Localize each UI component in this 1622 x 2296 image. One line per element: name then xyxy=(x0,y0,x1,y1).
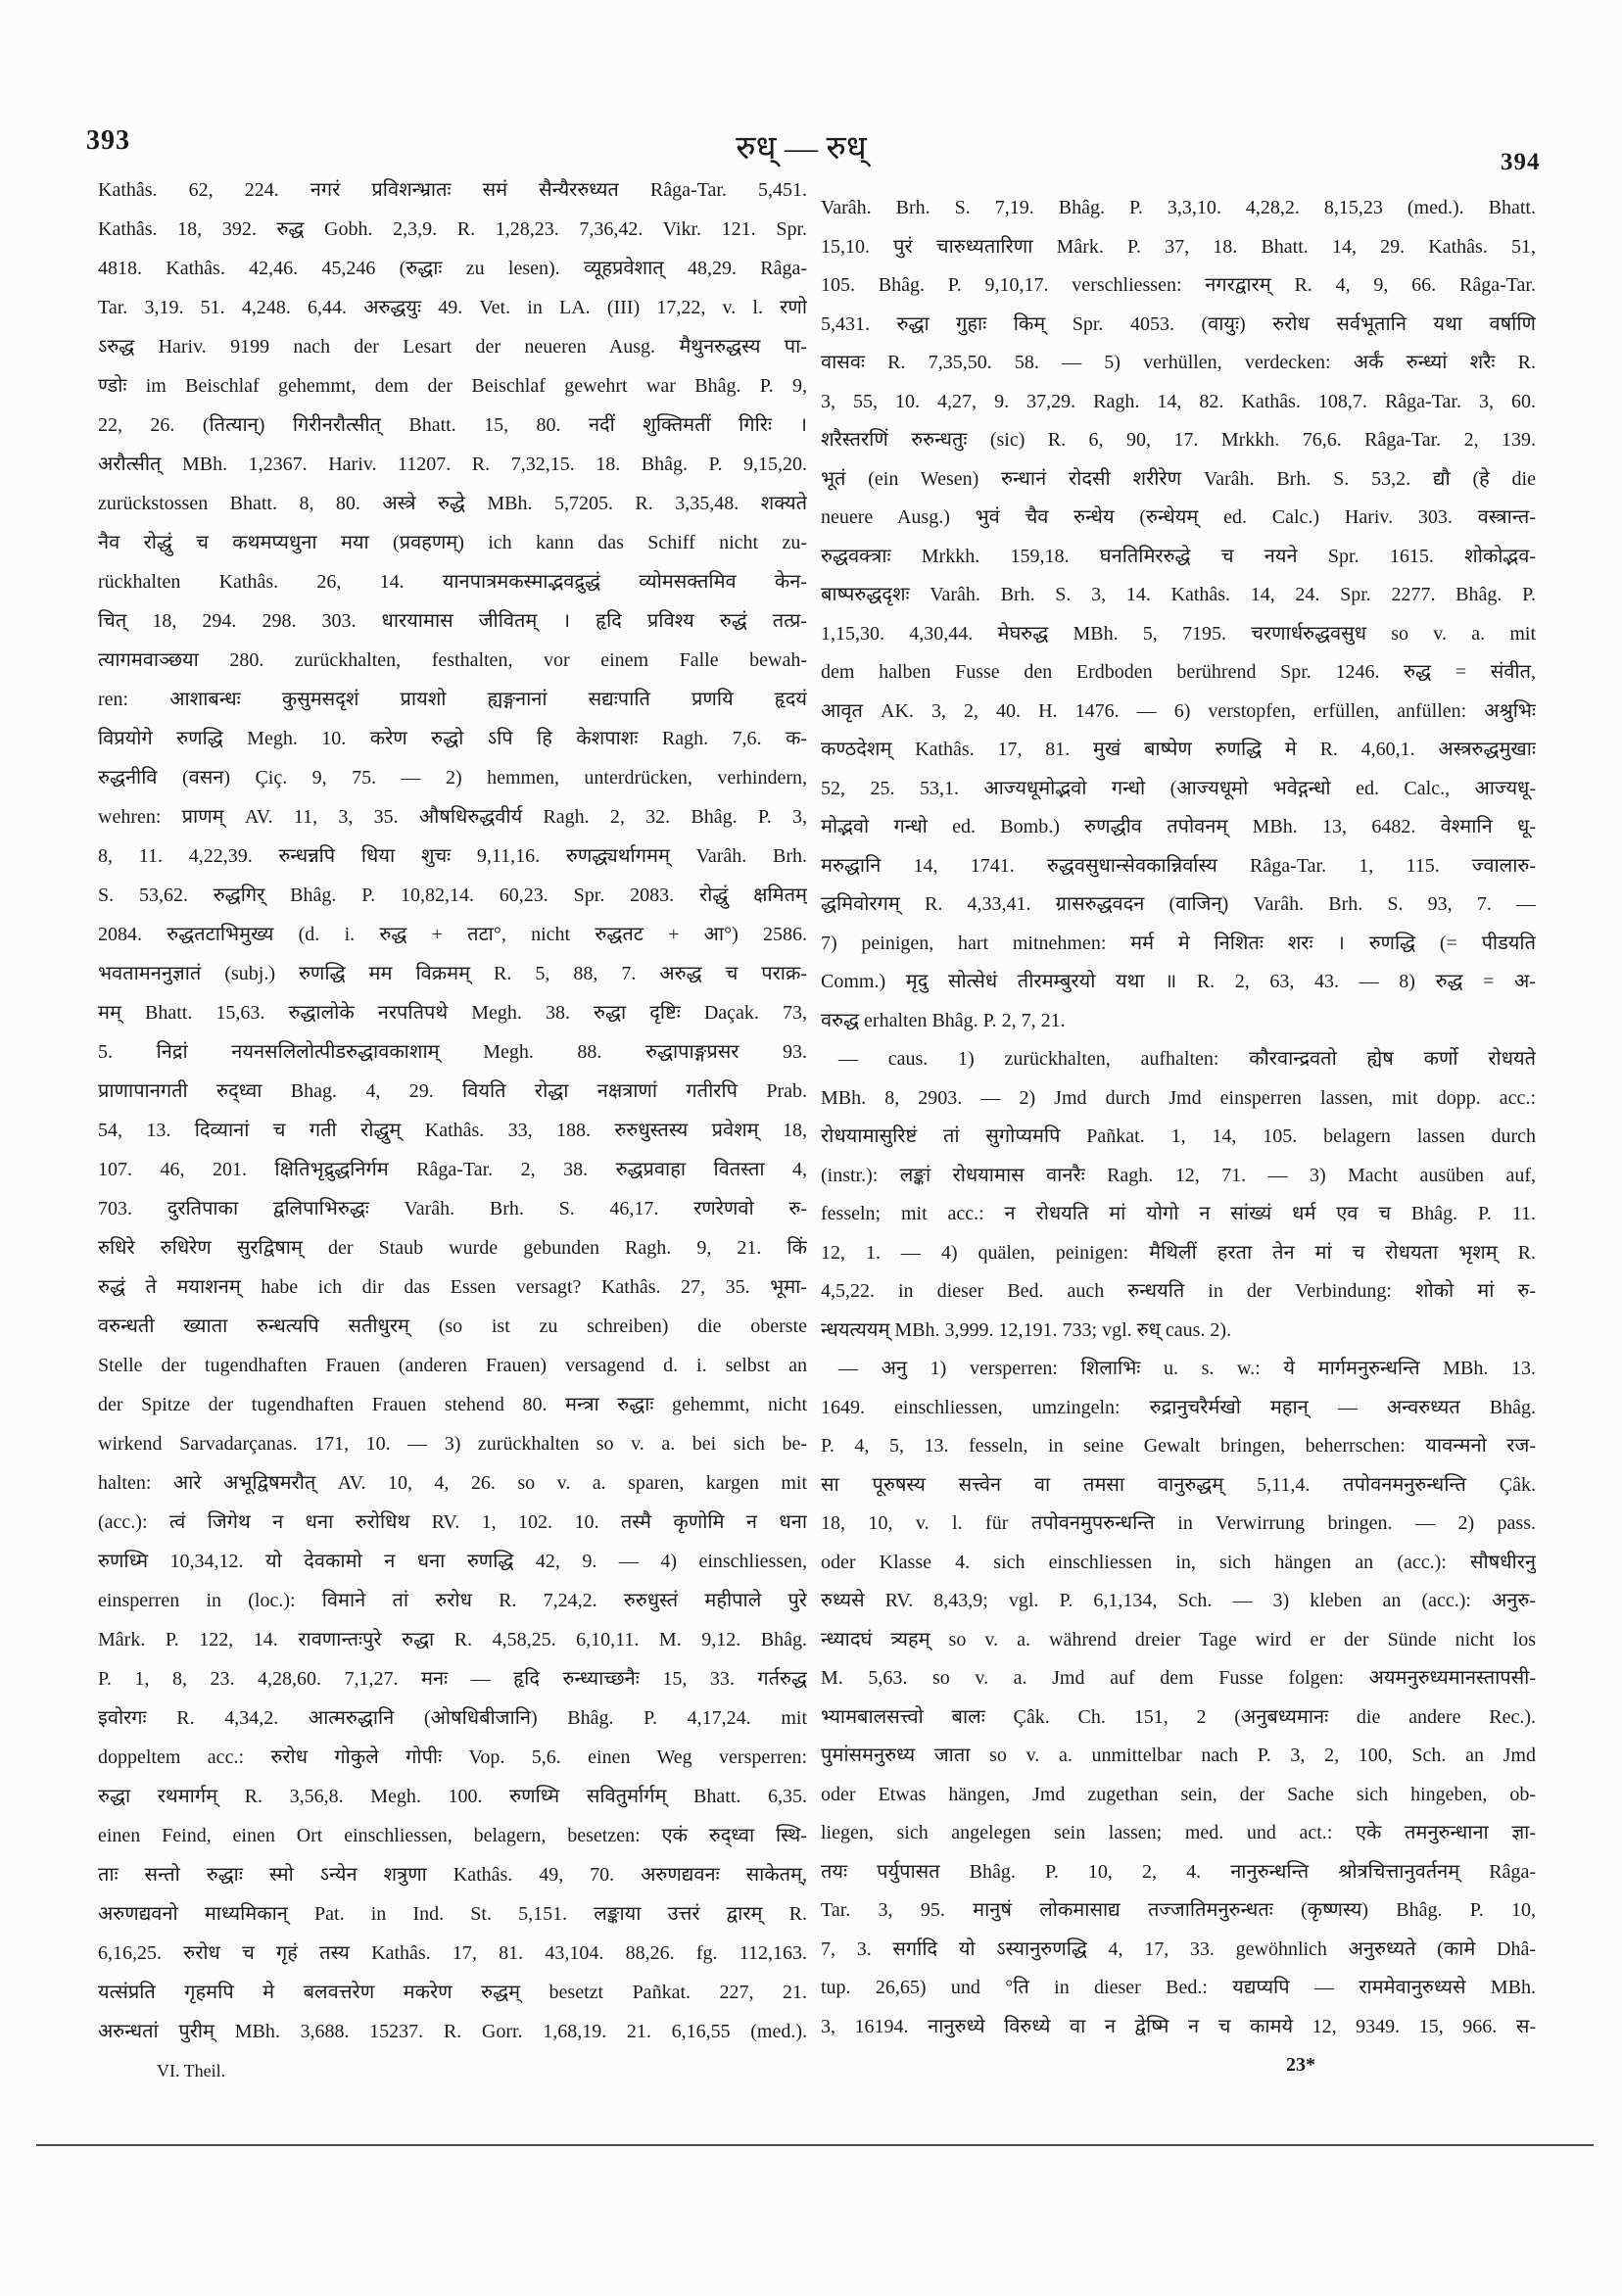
text-line: doppeltem acc.: रुरोध गोकुले गोपीः Vop. 5,6. einen Weg versperren: xyxy=(98,1746,807,1768)
text-line: oder Klasse 4. sich einschliessen in, sich hängen an (acc.): सौषधीरनु xyxy=(821,1551,1536,1573)
text-line: zurückstossen Bhatt. 8, 80. अस्त्रे रुद्धे MBh. 5,7205. R. 3,35,48. शक्यते xyxy=(98,493,807,514)
text-line: einsperren in (loc.): विमाने तां रुरोध R. 7,24,2. रुरुधुस्तं महीपाले पुरे xyxy=(98,1590,807,1611)
text-line: भूतं (ein Wesen) रुन्धानं रोदसी शरीरेण Varâh. Brh. S. 53,2. द्यौ (हे die xyxy=(821,467,1536,490)
left-column xyxy=(98,170,807,2129)
text-line: 54, 13. दिव्यानां च गती रोद्धुम् Kathâs. 33, 188. रुरुधुस्तस्य प्रवेशम् 18, xyxy=(98,1120,807,1141)
text-line: Comm.) मृदु सोत्सेधं तीरमम्बुरयो यथा ॥ R. 2, 63, 43. — 8) रुद्ध = अ- xyxy=(821,971,1536,992)
text-line: तयः पर्युपासत Bhâg. P. 10, 2, 4. नानुरुन्धन्ति श्रोत्रचित्तानुवर्तनम् Râga- xyxy=(821,1860,1536,1883)
text-line: रुध्यसे RV. 8,43,9; vgl. P. 6,1,134, Sch. — 3) kleben an (acc.): अनुरु- xyxy=(821,1590,1536,1611)
text-line: ऽरुद्ध Hariv. 9199 nach der Lesart der neueren Ausg. मैथुनरुद्धस्य पा- xyxy=(98,336,807,358)
text-line: P. 4, 5, 13. fesseln, in seine Gewalt bringen, beherrschen: यावन्मनो रज- xyxy=(821,1435,1536,1457)
text-line: 5. निद्रां नयनसलिलोत्पीडरुद्धावकाशाम् Megh. 88. रुद्धापाङ्गप्रसर 93. xyxy=(98,1041,807,1063)
text-line: न्ध्यादघं त्र्यहम् so v. a. während dreier Tage wird er der Sünde nicht los xyxy=(821,1628,1536,1650)
text-line: wirkend Sarvadarçanas. 171, 10. — 3) zurückhalten so v. a. bei sich be- xyxy=(98,1433,807,1455)
text-line: रुद्धनीवि (वसन) Çiç. 9, 75. — 2) hemmen, unterdrücken, verhindern, xyxy=(98,767,807,789)
text-line: शरैस्तरणिं रुरुन्धतुः (sic) R. 6, 90, 17. Mrkkh. 76,6. Râga-Tar. 2, 139. xyxy=(821,429,1536,451)
text-line: MBh. 8, 2903. — 2) Jmd durch Jmd einsperren lassen, mit dopp. acc.: xyxy=(821,1086,1536,1109)
text-line: यत्संप्रति गृहमपि मे बलवत्तरेण मकरेण रुद्धम् besetzt Pañkat. 227, 21. xyxy=(98,1982,807,2003)
text-line: 12, 1. — 4) quälen, peinigen: मैथिलीं हरता तेन मां च रोधयता भृशम् R. xyxy=(821,1241,1536,1264)
text-line: 6,16,25. रुरोध च गृहं तस्य Kathâs. 17, 81. 43,104. 88,26. fg. 112,163. xyxy=(98,1942,807,1964)
text-line: oder Etwas hängen, Jmd zugethan sein, der Sache sich hingeben, ob- xyxy=(821,1783,1536,1805)
text-line: 703. दुरतिपाका द्वलिपाभिरुद्धः Varâh. Brh. S. 46,17. रणरेणवो रु- xyxy=(98,1198,807,1220)
text-line: Kathâs. 18, 392. रुद्ध Gobh. 2,3,9. R. 1,28,23. 7,36,42. Vikr. 121. Spr. xyxy=(98,218,807,240)
text-line: Kathâs. 62, 224. नगरं प्रविशन्भ्रातः समं सैन्यैररुध्यत Râga-Tar. 5,451. xyxy=(98,179,807,201)
text-line: 1,15,30. 4,30,44. मेघरुद्ध MBh. 5, 7195. चरणार्धरुद्धवसुध so v. a. mit xyxy=(821,622,1536,645)
bottom-rule xyxy=(36,2144,1594,2146)
text-line: रोधयामासुरिष्टं तां सुगोप्यमपि Pañkat. 1, 14, 105. belagern lassen durch xyxy=(821,1125,1536,1147)
volume-footer: VI. Theil. xyxy=(157,2061,226,2081)
text-line: अरुन्धतां पुरीम् MBh. 3,688. 15237. R. Gorr. 1,68,19. 21. 6,16,55 (med.). xyxy=(98,2021,807,2042)
text-line: मोद्भवो गन्धो ed. Bomb.) रुणद्धीव तपोवनम् MBh. 13, 6482. वेश्मानि धू- xyxy=(821,816,1536,837)
text-line: Stelle der tugendhaften Frauen (anderen Frauen) versagend d. i. selbst an xyxy=(98,1355,807,1376)
text-line: wehren: प्राणम् AV. 11, 3, 35. औषधिरुद्धवीर्य Ragh. 2, 32. Bhâg. P. 3, xyxy=(98,806,807,828)
text-line: Tar. 3, 95. मानुषं लोकमासाद्य तज्जातिमनुरुन्धतः (कृष्णस्य) Bhâg. P. 10, xyxy=(821,1899,1536,1921)
text-line: dem halben Fusse den Erdboden berührend Spr. 1246. रुद्ध = संवीत, xyxy=(821,661,1536,683)
text-line: 105. Bhâg. P. 9,10,17. verschliessen: नगरद्वारम् R. 4, 9, 66. Râga-Tar. xyxy=(821,274,1536,296)
text-line: वरुन्धती ख्याता रुन्धत्यपि सतीधुरम् (so ist zu schreiben) die oberste xyxy=(98,1315,807,1337)
text-line: 22, 26. (तित्यान्) गिरीनरौत्सीत् Bhatt. 15, 80. नदीं शुक्तिमतीं गिरिः । xyxy=(98,414,807,436)
text-line: रुद्धा रथमार्गम् R. 3,56,8. Megh. 100. रुणध्मि सवितुर्मार्गम् Bhatt. 6,35. xyxy=(98,1786,807,1807)
text-line: आवृत AK. 3, 2, 40. H. 1476. — 6) verstopfen, erfüllen, anfüllen: अश्रुभिः xyxy=(821,699,1536,722)
text-line: ren: आशाबन्धः कुसुमसदृशं प्रायशो ह्यङ्गनानां सद्यःपाति प्रणयि हृदयं xyxy=(98,689,807,710)
text-line: चित् 18, 294. 298. 303. धारयामास जीवितम् । हृदि प्रविश्य रुद्धं तत्प्र- xyxy=(98,610,807,632)
text-line: — अनु 1) versperren: शिलाभिः u. s. w.: ये मार्गमनुरुन्धन्ति MBh. 13. xyxy=(838,1358,1536,1379)
text-line: fesseln; mit acc.: न रोधयति मां योगो न सांख्यं धर्म एव च Bhâg. P. 11. xyxy=(821,1203,1536,1224)
text-line: वरुद्ध erhalten Bhâg. P. 2, 7, 21. xyxy=(821,1009,1066,1031)
text-line: 7) peinigen, hart mitnehmen: मर्म मे निशितः शरः । रुणद्धि (= पीडयति xyxy=(821,932,1536,954)
text-line: 5,431. रुद्धा गुहाः किम् Spr. 4053. (वायुः) रुरोध सर्वभूतानि यथा वर्षाणि xyxy=(821,312,1536,335)
text-line: न्धयत्ययम् MBh. 3,999. 12,191. 733; vgl. रुध् caus. 2). xyxy=(821,1318,1232,1341)
text-line: रुद्धवक्त्राः Mrkkh. 159,18. घनतिमिररुद्धे च नयने Spr. 1615. शोकोद्भव- xyxy=(821,545,1536,567)
text-line: वासवः R. 7,35,50. 58. — 5) verhüllen, verdecken: अर्कं रुन्ध्यां शरैः R. xyxy=(821,352,1536,373)
text-line: मम् Bhatt. 15,63. रुद्धालोके नरपतिपथे Megh. 38. रुद्धा दृष्टिः Daçak. 73, xyxy=(98,1002,807,1024)
text-line: (instr.): लङ्कां रोधयामास वानरैः Ragh. 12, 71. — 3) Macht ausüben auf, xyxy=(821,1164,1536,1186)
text-line: liegen, sich angelegen sein lassen; med. und act.: एके तमनुरुन्धाना ज्ञा- xyxy=(821,1822,1536,1843)
text-line: 1649. einschliessen, umzingeln: रुद्रानुचरैर्मखो महान् — अन्वरुध्यत Bhâg. xyxy=(821,1396,1536,1418)
text-line: 3, 55, 10. 4,27, 9. 37,29. Ragh. 14, 82. Kathâs. 108,7. Râga-Tar. 3, 60. xyxy=(821,390,1536,412)
text-line: इवोरगः R. 4,34,2. आत्मरुद्धानि (ओषधिबीजानि) Bhâg. P. 4,17,24. mit xyxy=(98,1707,807,1729)
text-line: 4,5,22. in dieser Bed. auch रुन्धयति in der Verbindung: शोको मां रु- xyxy=(821,1280,1536,1302)
text-line: रुधिरे रुधिरेण सुरद्विषाम् der Staub wurde gebunden Ragh. 9, 21. किं xyxy=(98,1237,807,1259)
text-line: rückhalten Kathâs. 26, 14. यानपात्रमकस्माद्भवद्रुद्धं व्योमसक्तमिव केन- xyxy=(98,571,807,593)
right-page-number: 394 xyxy=(1501,149,1541,175)
text-line: 52, 25. 53,1. आज्यधूमोद्भवो गन्धो (आज्यधूमो भवेद्गन्धो ed. Calc., आज्यधू- xyxy=(821,777,1536,799)
text-line: P. 1, 8, 23. 4,28,60. 7,1,27. मनः — हृदि रुन्ध्याच्छनैः 15, 33. गर्तरुद्ध xyxy=(98,1668,807,1690)
text-line: पुमांसमनुरुध्य जाता so v. a. unmittelbar nach P. 3, 2, 100, Sch. an Jmd xyxy=(821,1745,1536,1766)
text-line: 4818. Kathâs. 42,46. 45,246 (रुद्धाः zu lesen). व्यूहप्रवेशात् 48,29. Râga- xyxy=(98,258,807,279)
text-line: der Spitze der tugendhaften Frauen stehend 80. मन्त्रा रुद्धाः gehemmt, nicht xyxy=(98,1394,807,1415)
printer-signature-mark: 23* xyxy=(1286,2054,1315,2076)
text-line: (acc.): त्वं जिगेथ न धना रुरोधिथ RV. 1, 102. 10. तस्मै कृणोमि न धना xyxy=(98,1511,807,1533)
text-line: भ्यामबालसत्त्वो बालः Çâk. Ch. 151, 2 (अनुबध्यमानः die andere Rec.). xyxy=(821,1705,1536,1728)
text-line: रुद्धं ते मयाशनम् habe ich dir das Essen versagt? Kathâs. 27, 35. भूमा- xyxy=(98,1276,807,1298)
text-line: tup. 26,65) und °ति in dieser Bed.: यद्यप्यपि — राममेवानुरुध्यसे MBh. xyxy=(821,1977,1536,1998)
text-line: प्राणापानगती रुद्ध्वा Bhag. 4, 29. वियति रोद्धा नक्षत्राणां गतीरपि Prab. xyxy=(98,1080,807,1102)
text-line: रुणध्मि 10,34,12. यो देवकामो न धना रुणद्धि 42, 9. — 4) einschliessen, xyxy=(98,1551,807,1572)
text-line: नैव रोद्धुं च कथमप्यधुना मया (प्रवहणम्) ich kann das Schiff nicht zu- xyxy=(98,532,807,553)
right-column xyxy=(821,189,1536,2129)
text-line: बाष्परुद्धदृशः Varâh. Brh. S. 3, 14. Kathâs. 14, 24. Spr. 2277. Bhâg. P. xyxy=(821,584,1536,605)
text-line: S. 53,62. रुद्धगिर् Bhâg. P. 10,82,14. 60,23. Spr. 2083. रोद्धुं क्षमितम् xyxy=(98,885,807,906)
text-line: ताः सन्तो रुद्धाः स्मो ऽन्येन शत्रुणा Kathâs. 49, 70. अरुणद्यवनः साकेतम्, xyxy=(98,1864,807,1886)
text-line: 7, 3. सर्गादि यो ऽस्यानुरुणद्धि 4, 17, 33. gewöhnlich अनुरुध्यते (कामे Dhâ- xyxy=(821,1937,1536,1960)
text-line: einen Feind, einen Ort einschliessen, belagern, besetzen: एकं रुद्ध्वा स्थि- xyxy=(98,1825,807,1846)
text-line: Mârk. P. 122, 14. रावणान्तःपुरे रुद्धा R. 4,58,25. 6,10,11. M. 9,12. Bhâg. xyxy=(98,1629,807,1650)
text-line: 3, 16194. नानुरुध्ये विरुध्ये वा न द्वेष्मि न च कामये 12, 9349. 15, 966. स- xyxy=(821,2015,1536,2037)
text-line: अरौत्सीत् MBh. 1,2367. Hariv. 11207. R. 7,32,15. 18. Bhâg. P. 9,15,20. xyxy=(98,454,807,475)
text-line: 8, 11. 4,22,39. रुन्धन्नपि धिया शुचः 9,11,16. रुणद्ध्यर्थागमम् Varâh. Brh. xyxy=(98,845,807,867)
left-page-number: 393 xyxy=(86,125,130,156)
text-line: Tar. 3,19. 51. 4,248. 6,44. अरुद्धयुः 49. Vet. in LA. (III) 17,22, v. l. रणो xyxy=(98,297,807,318)
text-line: 107. 46, 201. क्षितिभृद्रुद्धनिर्गम Râga-Tar. 2, 38. रुद्धप्रवाहा वितस्ता 4, xyxy=(98,1159,807,1180)
running-head: रुध् — रुध् xyxy=(736,130,867,167)
text-line: halten: आरे अभूद्विषमरौत् AV. 10, 4, 26. so v. a. sparen, kargen mit xyxy=(98,1472,807,1494)
text-line: neuere Ausg.) भुवं चैव रुन्धेय (रुन्धेयम् ed. Calc.) Hariv. 303. वस्त्रान्त- xyxy=(821,506,1536,528)
text-line: — caus. 1) zurückhalten, aufhalten: कौरवान्द्रवतो ह्येष कर्णो रोधयते xyxy=(838,1048,1536,1070)
text-line: भवतामननुज्ञातं (subj.) रुणद्धि मम विक्रमम् R. 5, 88, 7. अरुद्ध च पराक्र- xyxy=(98,963,807,984)
text-line: M. 5,63. so v. a. Jmd auf dem Fusse folgen: अयमनुरुध्यमानस्तापसी- xyxy=(821,1667,1536,1689)
text-line: Varâh. Brh. S. 7,19. Bhâg. P. 3,3,10. 4,28,2. 8,15,23 (med.). Bhatt. xyxy=(821,197,1536,218)
text-line: द्धमिवोरगम् R. 4,33,41. ग्रासरुद्धवदन (वाजिन्) Varâh. Brh. S. 93, 7. — xyxy=(821,893,1536,915)
text-line: 18, 10, v. l. für तपोवनमुपरुन्धन्ति in Verwirrung bringen. — 2) pass. xyxy=(821,1512,1536,1534)
text-line: ण्डोः im Beischlaf gehemmt, dem der Beischlaf gewehrt war Bhâg. P. 9, xyxy=(98,375,807,397)
text-line: त्यागमवाञ्छया 280. zurückhalten, festhalten, vor einem Falle bewah- xyxy=(98,649,807,671)
text-line: मरुद्धानि 14, 1741. रुद्धवसुधान्सेवकान्निर्वास्य Râga-Tar. 1, 115. ज्वालारु- xyxy=(821,854,1536,877)
text-line: 15,10. पुरं चारुध्यतारिणा Mârk. P. 37, 18. Bhatt. 14, 29. Kathâs. 51, xyxy=(821,235,1536,258)
text-line: विप्रयोगे रुणद्धि Megh. 10. करेण रुद्धो ऽपि हि केशपाशः Ragh. 7,6. क- xyxy=(98,728,807,749)
text-line: 2084. रुद्धतटाभिमुख्य (d. i. रुद्ध + तटा°, nicht रुद्धतट + आ°) 2586. xyxy=(98,924,807,945)
text-line: अरुणद्यवनो माध्यमिकान् Pat. in Ind. St. 5,151. लङ्काया उत्तरं द्वारम् R. xyxy=(98,1903,807,1925)
text-line: कण्ठदेशम् Kathâs. 17, 81. मुखं बाष्पेण रुणद्धि मे R. 4,60,1. अस्त्ररुद्धमुखाः xyxy=(821,739,1536,760)
text-line: सा पूरुषस्य सत्त्वेन वा तमसा वानुरुद्धम् 5,11,4. तपोवनमनुरुन्धन्ति Çâk. xyxy=(821,1473,1536,1496)
